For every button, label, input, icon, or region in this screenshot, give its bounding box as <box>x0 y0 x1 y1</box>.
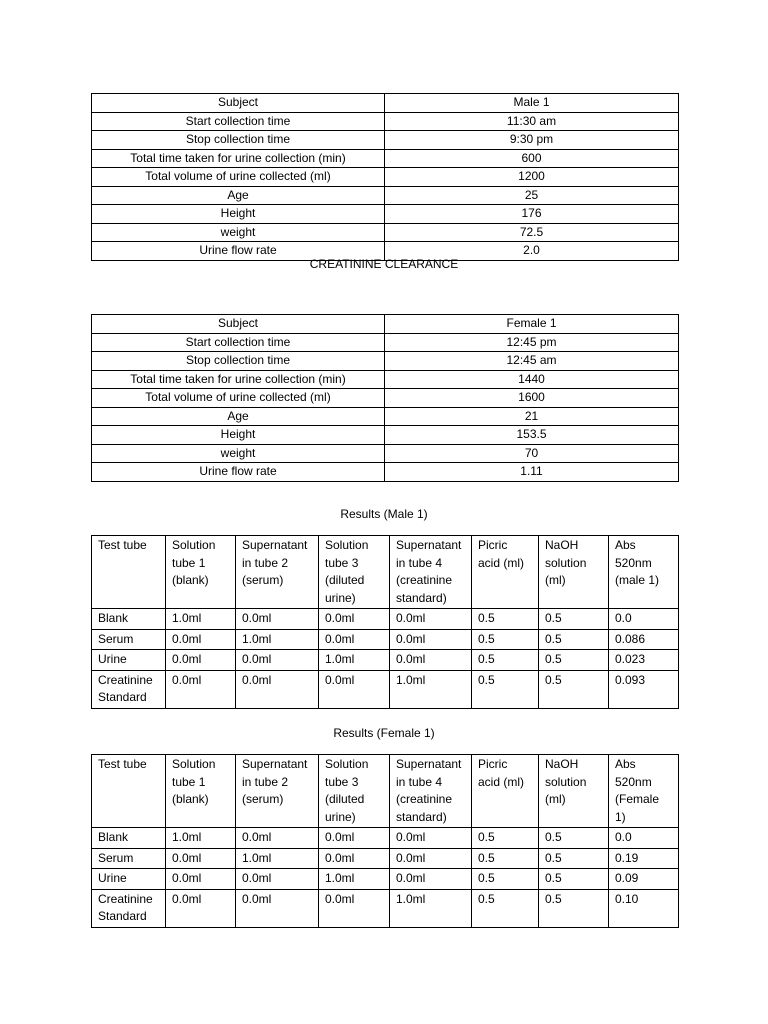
table-row <box>92 352 679 371</box>
value-cell: 21 <box>385 407 679 426</box>
cell: 0.5 <box>472 869 539 890</box>
column-header: Solution tube 1 (blank) <box>166 755 236 828</box>
value-cell: 12:45 pm <box>385 333 679 352</box>
table-row <box>92 168 679 187</box>
cell: 0.5 <box>539 869 609 890</box>
value-cell: 9:30 pm <box>385 131 679 150</box>
cell: 0.5 <box>472 828 539 849</box>
cell: 0.086 <box>609 629 679 650</box>
label-cell: Total volume of urine collected (ml) <box>92 389 385 408</box>
cell: 0.0ml <box>319 629 390 650</box>
row-label: Creatinine Standard <box>92 670 166 708</box>
row-label: Serum <box>92 629 166 650</box>
row-label: Urine <box>92 869 166 890</box>
cell: 1.0ml <box>236 848 319 869</box>
column-header: Solution tube 3 (diluted urine) <box>319 536 390 609</box>
value-cell: 72.5 <box>385 223 679 242</box>
cell: 0.0ml <box>236 828 319 849</box>
column-header: Abs 520nm (Female 1) <box>609 755 679 828</box>
column-header: Supernatant in tube 2 (serum) <box>236 536 319 609</box>
cell: 0.0ml <box>236 869 319 890</box>
row-label: Creatinine Standard <box>92 889 166 927</box>
male-results-title: Results (Male 1) <box>340 507 428 521</box>
label-cell: weight <box>92 223 385 242</box>
table-row <box>92 848 679 869</box>
label-cell: Start collection time <box>92 333 385 352</box>
label-cell: Urine flow rate <box>92 463 385 482</box>
label-cell: Total time taken for urine collection (min) <box>92 149 385 168</box>
label-cell: Age <box>92 186 385 205</box>
cell: 0.0ml <box>236 670 319 708</box>
cell: 0.5 <box>539 629 609 650</box>
cell: 0.5 <box>472 670 539 708</box>
cell: 0.5 <box>472 609 539 630</box>
table-row <box>92 426 679 445</box>
value-cell: 600 <box>385 149 679 168</box>
column-header: Test tube <box>92 536 166 609</box>
cell: 0.0ml <box>236 650 319 671</box>
column-header: Solution tube 1 (blank) <box>166 536 236 609</box>
cell: 0.0ml <box>236 609 319 630</box>
cell: 0.19 <box>609 848 679 869</box>
value-cell: 153.5 <box>385 426 679 445</box>
table-row <box>92 444 679 463</box>
column-header: Test tube <box>92 755 166 828</box>
cell: 0.0ml <box>390 650 472 671</box>
header-row <box>92 536 679 609</box>
label-cell: Start collection time <box>92 112 385 131</box>
cell: 1.0ml <box>390 670 472 708</box>
table-row <box>92 389 679 408</box>
value-cell: 1600 <box>385 389 679 408</box>
value-cell: 1.11 <box>385 463 679 482</box>
cell: 0.0ml <box>166 889 236 927</box>
table-row <box>92 650 679 671</box>
cell: 0.5 <box>472 889 539 927</box>
cell: 0.0 <box>609 609 679 630</box>
cell: 0.0ml <box>166 650 236 671</box>
cell: 0.0ml <box>166 629 236 650</box>
label-cell: Height <box>92 205 385 224</box>
cell: 0.0 <box>609 828 679 849</box>
label-cell: Stop collection time <box>92 352 385 371</box>
cell: 1.0ml <box>319 869 390 890</box>
cell: 0.5 <box>539 670 609 708</box>
cell: 0.023 <box>609 650 679 671</box>
column-header: Picric acid (ml) <box>472 755 539 828</box>
column-header: Supernatant in tube 4 (creatinine standard) <box>390 536 472 609</box>
row-label: Blank <box>92 609 166 630</box>
table-row <box>92 94 679 113</box>
cell: 1.0ml <box>236 629 319 650</box>
label-cell: Age <box>92 407 385 426</box>
table-row <box>92 315 679 334</box>
cell: 0.0ml <box>319 609 390 630</box>
column-header: Supernatant in tube 4 (creatinine standard) <box>390 755 472 828</box>
female-info-table <box>91 314 679 482</box>
table-row <box>92 869 679 890</box>
table-row <box>92 131 679 150</box>
table-row <box>92 407 679 426</box>
table-row <box>92 670 679 708</box>
label-cell: Stop collection time <box>92 131 385 150</box>
table-row <box>92 149 679 168</box>
table-row <box>92 463 679 482</box>
table-row <box>92 609 679 630</box>
cell: 0.0ml <box>166 670 236 708</box>
row-label: Urine <box>92 650 166 671</box>
cell: 0.5 <box>539 889 609 927</box>
cell: 1.0ml <box>390 889 472 927</box>
column-header: NaOH solution (ml) <box>539 536 609 609</box>
table-row <box>92 223 679 242</box>
value-cell: 70 <box>385 444 679 463</box>
cell: 0.5 <box>472 848 539 869</box>
table-row <box>92 205 679 224</box>
column-header: Solution tube 3 (diluted urine) <box>319 755 390 828</box>
male-info-table <box>91 93 679 261</box>
table-row <box>92 828 679 849</box>
table-row <box>92 370 679 389</box>
cell: 0.0ml <box>319 889 390 927</box>
value-cell: 176 <box>385 205 679 224</box>
label-cell: Urine flow rate <box>92 242 385 261</box>
cell: 1.0ml <box>166 828 236 849</box>
cell: 0.0ml <box>166 848 236 869</box>
cell: 0.0ml <box>390 869 472 890</box>
label-cell: Total volume of urine collected (ml) <box>92 168 385 187</box>
value-cell: 2.0 <box>385 242 679 261</box>
value-cell: 1200 <box>385 168 679 187</box>
female-results-title: Results (Female 1) <box>333 726 435 740</box>
cell: 0.5 <box>539 609 609 630</box>
table-row <box>92 629 679 650</box>
cell: 0.5 <box>539 828 609 849</box>
cell: 0.0ml <box>390 609 472 630</box>
cell: 0.09 <box>609 869 679 890</box>
cell: 0.0ml <box>319 670 390 708</box>
value-cell: Female 1 <box>385 315 679 334</box>
label-cell: Subject <box>92 315 385 334</box>
cell: 0.5 <box>472 650 539 671</box>
header-row <box>92 755 679 828</box>
cell: 0.093 <box>609 670 679 708</box>
table-row <box>92 333 679 352</box>
column-header: NaOH solution (ml) <box>539 755 609 828</box>
table-row <box>92 889 679 927</box>
label-cell: Height <box>92 426 385 445</box>
cell: 0.0ml <box>166 869 236 890</box>
label-cell: weight <box>92 444 385 463</box>
cell: 0.0ml <box>390 828 472 849</box>
table-row <box>92 186 679 205</box>
column-header: Abs 520nm (male 1) <box>609 536 679 609</box>
cell: 1.0ml <box>166 609 236 630</box>
cell: 0.5 <box>472 629 539 650</box>
cell: 0.10 <box>609 889 679 927</box>
cell: 0.5 <box>539 848 609 869</box>
value-cell: 12:45 am <box>385 352 679 371</box>
value-cell: 25 <box>385 186 679 205</box>
cell: 0.5 <box>539 650 609 671</box>
column-header: Picric acid (ml) <box>472 536 539 609</box>
male-results-table <box>91 535 679 709</box>
cell: 1.0ml <box>319 650 390 671</box>
value-cell: Male 1 <box>385 94 679 113</box>
row-label: Serum <box>92 848 166 869</box>
row-label: Blank <box>92 828 166 849</box>
cell: 0.0ml <box>319 828 390 849</box>
label-cell: Subject <box>92 94 385 113</box>
cell: 0.0ml <box>390 848 472 869</box>
section-title-creatinine-clearance: CREATININE CLEARANCE <box>309 257 459 271</box>
female-results-table <box>91 754 679 928</box>
cell: 0.0ml <box>319 848 390 869</box>
cell: 0.0ml <box>390 629 472 650</box>
value-cell: 1440 <box>385 370 679 389</box>
value-cell: 11:30 am <box>385 112 679 131</box>
label-cell: Total time taken for urine collection (min) <box>92 370 385 389</box>
cell: 0.0ml <box>236 889 319 927</box>
table-row <box>92 112 679 131</box>
column-header: Supernatant in tube 2 (serum) <box>236 755 319 828</box>
